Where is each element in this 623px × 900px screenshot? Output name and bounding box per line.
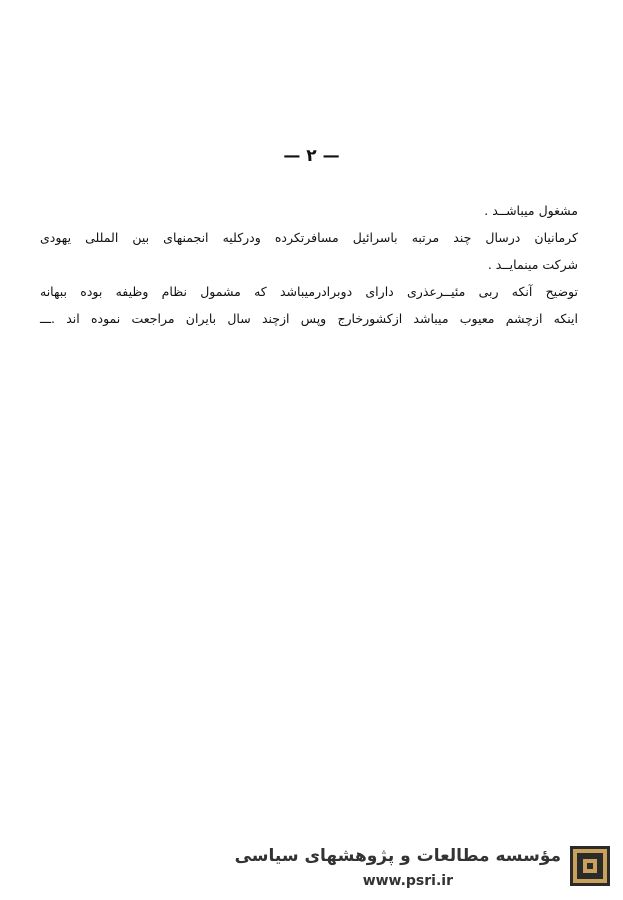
psri-logo-icon (570, 846, 610, 886)
text-line: توضیح آنکه ربی مئیــرعذری دارای دوبرادرمیباشد که مشمول نظام وظیفه بوده ببهانه (40, 284, 578, 299)
document-body (40, 200, 578, 335)
text-line: شرکت مینمایــد . (487, 257, 578, 272)
text-line: اینکه ازچشم معیوب میباشد ازکشورخارج وپس ازچند سال بایران مراجعت نموده اند .ـــ (40, 311, 578, 326)
watermark-footer (0, 836, 623, 900)
text-line: کرمانیان درسال چند مرتبه باسرائیل مسافرتکرده ودرکلیه انجمنهای بین المللی یهودی (40, 230, 578, 245)
text-line: مشغول میباشــد . (484, 203, 578, 218)
website-url: www.psri.ir (362, 873, 453, 889)
institute-name: مؤسسه مطالعات و پژوهشهای سیاسی (234, 846, 561, 866)
page-number: — ۲ — (283, 146, 340, 166)
